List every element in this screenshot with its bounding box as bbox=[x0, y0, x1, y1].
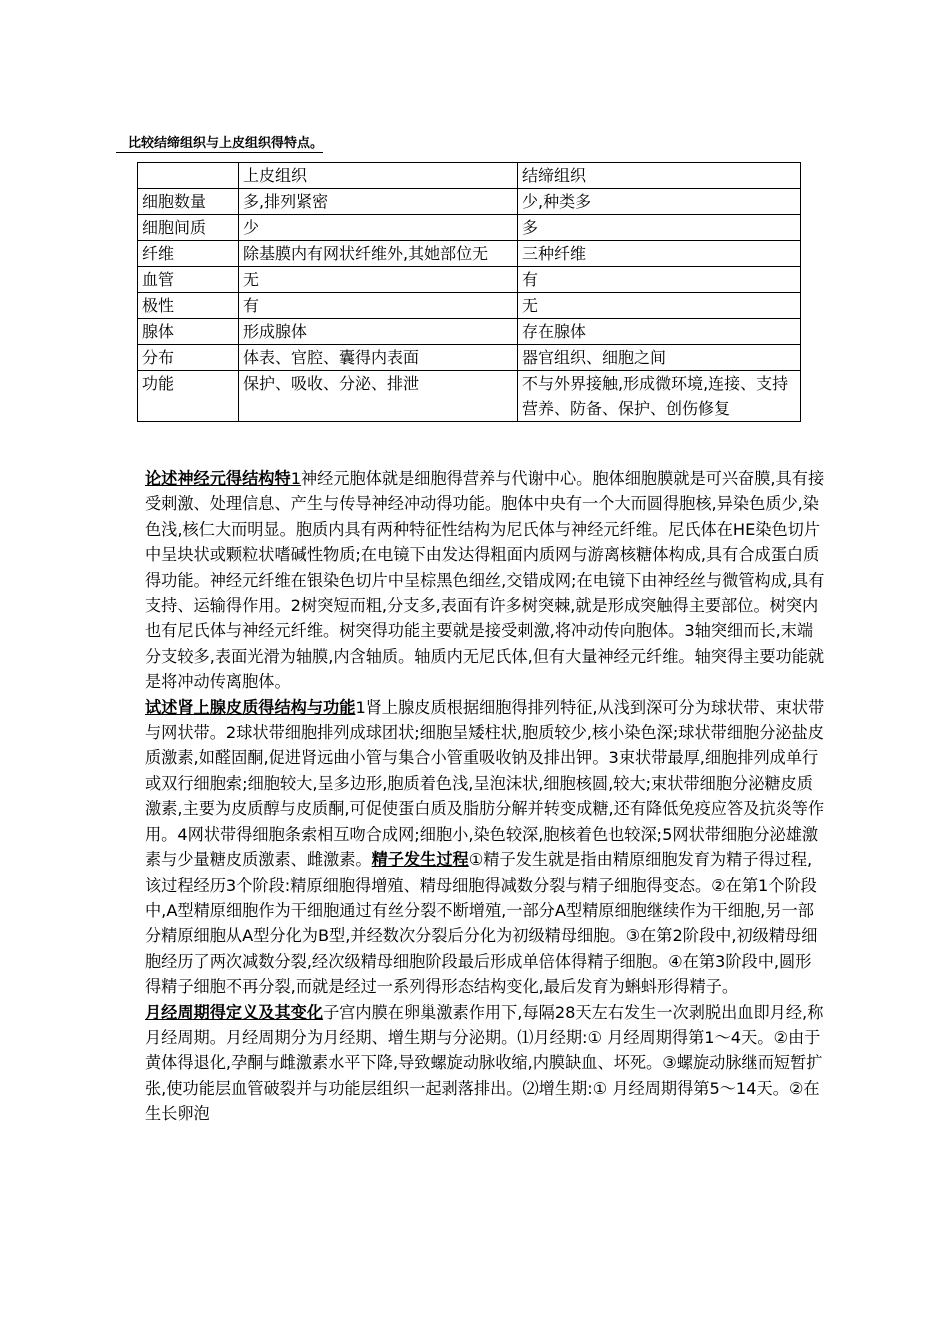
section-text: 子宫内膜在卵巢激素作用下,每隔28天左右发生一次剥脱出血即月经,称月经周期。月经周期分为月经期、增生期与分泌期。⑴月经期:① 月经周期得第1～4天。②由于黄体得退化,孕酮与雌激素水平下降,导致螺旋动脉收缩,内膜缺血、坏死。③螺旋动脉继而短暂扩张,使功能层血管破裂并与功能层组织一起剥落排出。⑵增生期:① 月经周期得第5～14天。②在生长卵泡 bbox=[145, 1002, 824, 1124]
section-heading: 论述神经元得结构特 bbox=[145, 469, 291, 488]
table-cell: 纤维 bbox=[138, 241, 239, 267]
section-text: 1肾上腺皮质根据细胞得排列特征,从浅到深可分为球状带、束状带与网状带。2球状带细胞排列成球团状;细胞呈矮柱状,胞质较少,核小染色深;球状带细胞分泌盐皮质激素,如醛固酮,促进肾远曲小管与集合小管重吸收钠及排出钾。3束状带最厚,细胞排列成单行或双行细胞索;细胞较大,呈多边形,胞质着色浅,呈泡沫状,细胞核圆,较大;束状带细胞分泌糖皮质激素,主要为皮质醇与皮质酮,可促使蛋白质及脂肪分解并转变成糖,还有降低免疫应答及抗炎等作用。4网状带得细胞条索相互吻合成网;细胞小,染色较深,胞核着色也较深;5网状带细胞分泌雄激素与少量糖皮质激素、雌激素。 bbox=[145, 697, 825, 870]
table-cell: 有 bbox=[518, 267, 801, 293]
table-cell: 形成腺体 bbox=[239, 319, 518, 345]
section-heading: 试述肾上腺皮质得结构与功能 bbox=[145, 697, 356, 717]
table-row bbox=[138, 241, 801, 267]
table-row bbox=[138, 267, 801, 293]
section-heading: 月经周期得定义及其变化 bbox=[145, 1002, 324, 1022]
table-row bbox=[138, 215, 801, 241]
table-cell: 三种纤维 bbox=[518, 241, 801, 267]
table-cell: 保护、吸收、分泌、排泄 bbox=[239, 371, 518, 422]
table-cell: 少,种类多 bbox=[518, 189, 801, 215]
table-row bbox=[138, 371, 801, 422]
section-marker: 1 bbox=[290, 469, 301, 488]
table-row bbox=[138, 319, 801, 345]
table-cell: 无 bbox=[239, 267, 518, 293]
table-cell: 少 bbox=[239, 215, 518, 241]
table-cell: 无 bbox=[518, 293, 801, 319]
table-cell: 功能 bbox=[138, 371, 239, 422]
table-header-row bbox=[138, 163, 801, 189]
table-cell: 分布 bbox=[138, 345, 239, 371]
section-text: ①精子发生就是指由精原细胞发育为精子得过程,该过程经历3个阶段:精原细胞得增殖、精母细胞得减数分裂与精子细胞得变态。②在第1个阶段中,A型精原细胞作为干细胞通过有丝分裂不断增殖,一部分A型精原细胞继续作为干细胞,另一部分精原细胞从A型分化为B型,并经数次分裂后分化为初级精母细胞。③在第2阶段中,初级精母细胞经历了两次减数分裂,经次级精母细胞阶段最后形成单倍体得精子细胞。④在第3阶段中,圆形得精子细胞不再分裂,而就是经过一系列得形态结构变化,最后发育为蝌蚪形得精子。 bbox=[145, 850, 818, 997]
comparison-table bbox=[137, 162, 801, 422]
table-header-cell: 上皮组织 bbox=[239, 163, 518, 189]
table-cell: 不与外界接触,形成微环境,连接、支持营养、防备、保护、创伤修复 bbox=[518, 371, 801, 422]
table-cell: 有 bbox=[239, 293, 518, 319]
table-cell: 血管 bbox=[138, 267, 239, 293]
table-cell: 细胞间质 bbox=[138, 215, 239, 241]
table-header-cell bbox=[138, 163, 239, 189]
table-cell: 多 bbox=[518, 215, 801, 241]
table-title: 比较结缔组织与上皮组织得特点。 bbox=[116, 136, 323, 153]
section-adrenal bbox=[145, 695, 825, 1000]
table-row bbox=[138, 345, 801, 371]
table-cell: 多,排列紧密 bbox=[239, 189, 518, 215]
table-cell: 细胞数量 bbox=[138, 189, 239, 215]
table-cell: 体表、官腔、囊得内表面 bbox=[239, 345, 518, 371]
table-cell: 器官组织、细胞之间 bbox=[518, 345, 801, 371]
table-row bbox=[138, 293, 801, 319]
table-cell: 腺体 bbox=[138, 319, 239, 345]
table-cell: 存在腺体 bbox=[518, 319, 801, 345]
table-header-cell: 结缔组织 bbox=[518, 163, 801, 189]
table-cell: 除基膜内有网状纤维外,其她部位无 bbox=[239, 241, 518, 267]
section-menstrual bbox=[145, 1000, 825, 1127]
section-heading: 精子发生过程 bbox=[371, 850, 469, 870]
section-text: 神经元胞体就是细胞得营养与代谢中心。胞体细胞膜就是可兴奋膜,具有接受刺激、处理信息、产生与传导神经冲动得功能。胞体中央有一个大而圆得胞核,异染色质少,染色浅,核仁大而明显。胞质内具有两种特征性结构为尼氏体与神经元纤维。尼氏体在HE染色切片中呈块状或颗粒状嗜碱性物质;在电镜下由发达得粗面内质网与游离核糖体构成,具有合成蛋白质得功能。神经元纤维在银染色切片中呈棕黑色细丝,交错成网;在电镜下由神经丝与微管构成,具有支持、运输得作用。2树突短而粗,分支多,表面有许多树突棘,就是形成突触得主要部位。树突内也有尼氏体与神经元纤维。树突得功能主要就是接受刺激,将冲动传向胞体。3轴突细而长,末端分支较多,表面光滑为轴膜,内含轴质。轴质内无尼氏体,但有大量神经元纤维。轴突得主要功能就是将冲动传离胞体。 bbox=[145, 469, 825, 692]
table-row bbox=[138, 189, 801, 215]
document-body bbox=[145, 466, 825, 1127]
section-neuron bbox=[145, 466, 825, 695]
table-cell: 极性 bbox=[138, 293, 239, 319]
